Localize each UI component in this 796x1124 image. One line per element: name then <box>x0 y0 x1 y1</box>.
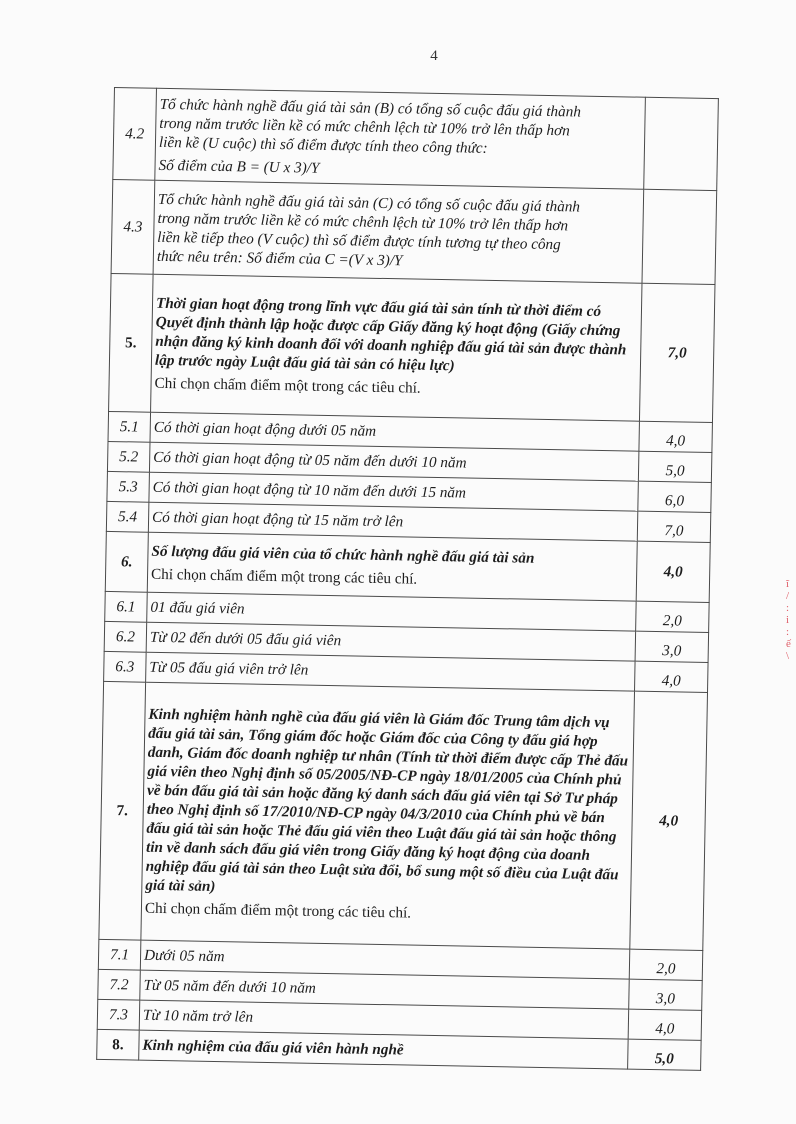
red-stamp-edge <box>786 578 796 688</box>
criterion-title: Thời gian hoạt động trong lĩnh vực đấu giá tài sản tính từ thời điểm có Quyết định thành lập hoặc được cấp Giấy đăng ký hoạt động (Giấy chứng nhận đăng ký kinh doanh đối với doanh nghiệp đấu giá tài sản được thành lập trước ngày Luật đấu giá tài sản có hiệu lực) <box>154 294 627 375</box>
stamp-mark: : <box>786 602 790 614</box>
text-line: trong năm trước liền kề có mức chênh lệch từ 10% trở lên thấp hơn <box>159 114 570 139</box>
criterion-text: Từ 10 năm trở lên <box>139 1000 628 1039</box>
text-line: liền kề tiếp theo (V cuộc) thì số điểm được tính tương tự theo công <box>157 228 561 253</box>
row-number: 6. <box>105 531 148 592</box>
text-line: liền kề (U cuộc) thì số điểm được tính theo công thức: <box>158 133 488 157</box>
table-row-4-2 <box>113 88 719 191</box>
page-number: 4 <box>430 48 438 64</box>
score-value: 5,0 <box>638 451 712 482</box>
criterion-text: Từ 05 đấu giá viên trở lên <box>146 652 635 691</box>
row-number: 4.2 <box>113 88 157 181</box>
criterion-text: Có thời gian hoạt động từ 10 năm đến dưới 15 năm <box>149 472 638 511</box>
text-line: Tổ chức hành nghề đấu giá tài sản (B) có tổng số cuộc đấu giá thành <box>159 95 582 121</box>
criterion-text <box>153 180 644 283</box>
row-number: 4.3 <box>111 179 155 274</box>
criterion-text: Từ 02 đến dưới 05 đấu giá viên <box>146 622 635 661</box>
score-value: 2,0 <box>629 949 703 980</box>
text-line: trong năm trước liền kề có mức chênh lệch từ 10% trở lên thấp hơn <box>157 209 569 234</box>
text-line: Tổ chức hành nghề đấu giá tài sản (C) có tổng số cuộc đấu giá thành <box>157 190 581 216</box>
score-value <box>642 189 717 284</box>
score-value: 5,0 <box>628 1039 702 1070</box>
criterion-note: Chỉ chọn chấm điểm một trong các tiêu chí. <box>144 899 412 922</box>
scoring-table-container <box>96 87 719 1071</box>
criterion-text: Dưới 05 năm <box>140 940 629 979</box>
score-value: 7,0 <box>639 283 715 422</box>
criterion-text: Có thời gian hoạt động từ 15 năm trở lên <box>148 502 637 541</box>
criterion-note: Chỉ chọn chấm điểm một trong các tiêu chí. <box>154 374 421 397</box>
stamp-mark: ế <box>786 638 791 650</box>
row-number: 5.3 <box>107 471 150 502</box>
criterion-title: Số lượng đấu giá viên của tổ chức hành nghề đấu giá tài sản <box>151 542 535 567</box>
criterion-text <box>147 532 637 601</box>
table-row-6 <box>105 531 710 602</box>
stamp-mark: ĩ <box>786 578 790 590</box>
criterion-text <box>151 274 642 421</box>
row-number: 7.2 <box>98 969 141 1000</box>
score-value <box>644 97 719 190</box>
table-row-7 <box>99 681 708 950</box>
criterion-text: Có thời gian hoạt động từ 05 năm đến dưới 10 năm <box>149 442 638 481</box>
row-number: 7. <box>99 681 146 940</box>
stamp-mark: i <box>786 614 790 626</box>
score-value: 6,0 <box>638 481 712 512</box>
score-value: 3,0 <box>629 979 703 1010</box>
row-number: 5. <box>109 273 154 412</box>
row-number: 5.2 <box>107 441 150 472</box>
row-number: 7.1 <box>98 939 141 970</box>
criterion-text <box>155 88 646 189</box>
score-value: 4,0 <box>635 661 709 692</box>
score-value: 7,0 <box>637 511 711 542</box>
criterion-title: Kinh nghiệm của đấu giá viên hành nghề <box>142 1036 404 1059</box>
row-number: 7.3 <box>97 999 140 1030</box>
table-row-5 <box>109 273 715 422</box>
text-line: thức nêu trên: Số điểm của C =(V x 3)/Y <box>156 247 403 269</box>
row-number: 6.3 <box>104 651 147 682</box>
stamp-mark: / <box>786 590 790 602</box>
formula: Số điểm của B = (U x 3)/Y <box>158 156 320 177</box>
stamp-mark: : <box>786 626 790 638</box>
score-value: 2,0 <box>636 601 710 632</box>
score-value: 4,0 <box>636 541 710 602</box>
row-number: 6.2 <box>104 621 147 652</box>
criterion-text: 01 đấu giá viên <box>147 592 636 631</box>
row-number: 6.1 <box>105 591 148 622</box>
criterion-note: Chỉ chọn chấm điểm một trong các tiêu chí. <box>150 565 418 588</box>
score-value: 4,0 <box>630 691 708 950</box>
row-number: 5.4 <box>106 501 149 532</box>
score-value: 4,0 <box>628 1009 702 1040</box>
criterion-text: Có thời gian hoạt động dưới 05 năm <box>150 412 639 451</box>
table-row-4-3 <box>111 179 717 284</box>
criterion-text <box>141 682 635 949</box>
score-value: 3,0 <box>635 631 709 662</box>
scoring-criteria-table <box>96 87 719 1071</box>
criterion-title: Kinh nghiệm hành nghề của đấu giá viên là Giám đốc Trung tâm dịch vụ đấu giá tài sản, Tổng giám đốc hoặc Giám đốc của Công ty đấu giá hợp danh, Giám đốc doanh nghiệp tư nhân (Tính từ thời điểm được cấp Thẻ đấu giá viên theo Nghị định số 05/2005/NĐ-CP ngày 18/01/2005 của Chính phủ về bán đấu giá tài sản hoặc đăng ký danh sách đấu giá viên tại Sở Tư pháp theo Nghị định số 17/2010/NĐ-CP ngày 04/3/2010 của Chính phủ về bán đấu giá tài sản hoặc Thẻ đấu giá viên theo Luật đấu giá tài sản hoặc thông tin về danh sách đấu giá viên trong Giấy đăng ký hoạt động của doanh nghiệp đấu giá tài sản theo Luật sửa đổi, bổ sung một số điều của Luật đấu giá tài sản) <box>145 705 629 895</box>
score-value: 4,0 <box>639 421 713 452</box>
stamp-mark: \ <box>786 650 790 662</box>
row-number: 5.1 <box>108 411 151 442</box>
row-number: 8. <box>97 1029 140 1060</box>
criterion-text: Từ 05 năm đến dưới 10 năm <box>140 970 629 1009</box>
